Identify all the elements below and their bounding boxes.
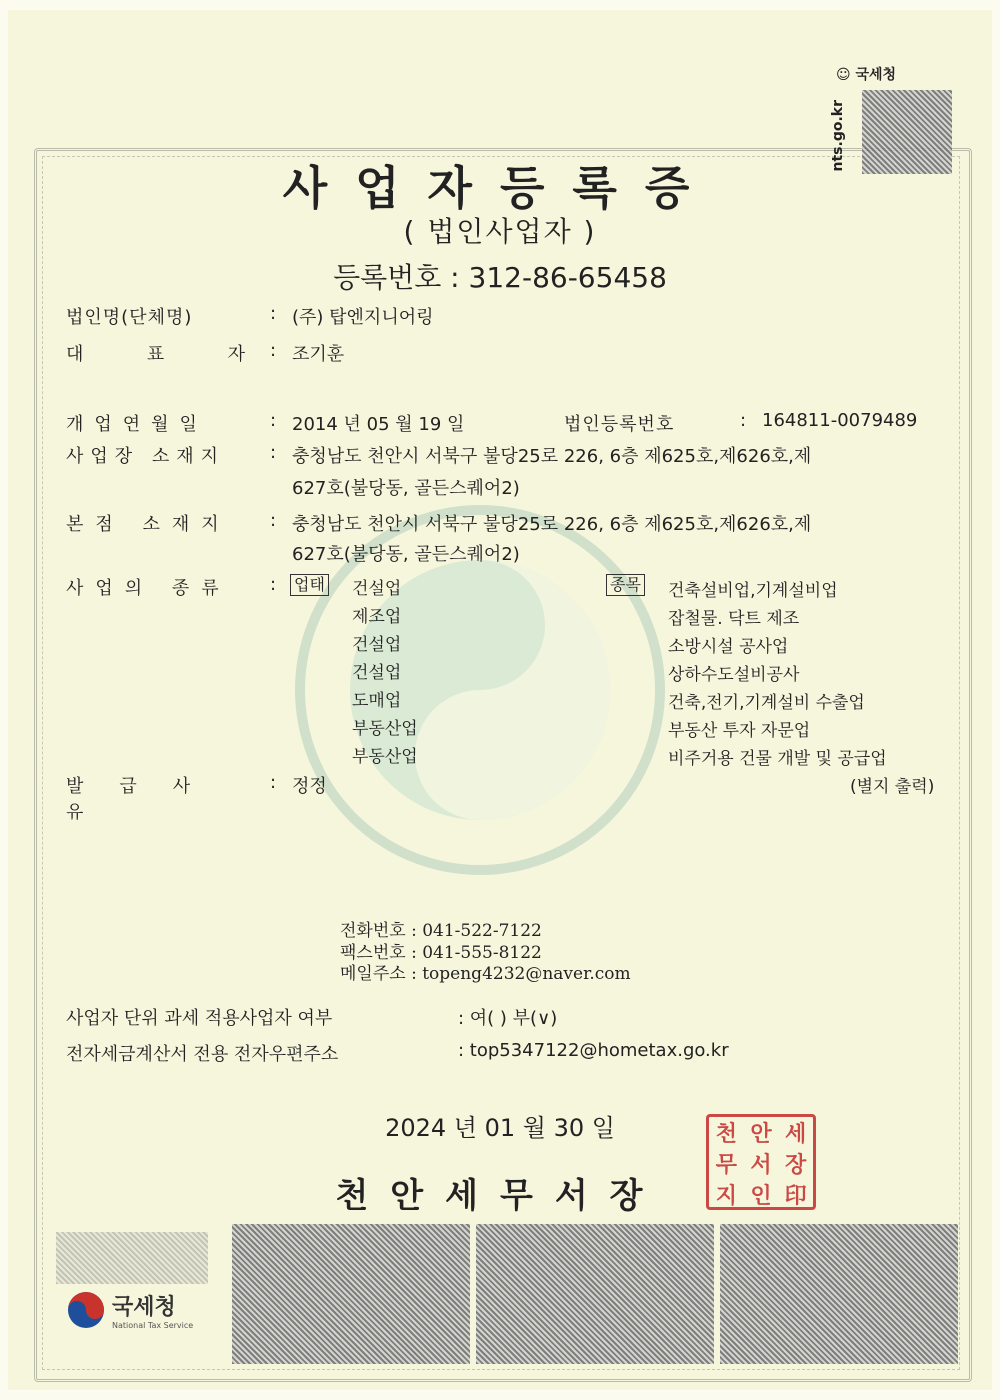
uptae-item: 도매업: [352, 691, 402, 711]
uptae-item: 부동산업: [352, 747, 418, 767]
contact-email: 메일주소 : topeng4232@naver.com: [340, 964, 631, 984]
nts-logo-top: ☺ 국세청: [836, 67, 897, 83]
hq-line2: 627호(불당동, 골든스퀘어2): [292, 544, 520, 565]
official-seal: 천 안 세 무 서 장 지 인 印: [706, 1114, 816, 1210]
einvoice-label: 전자세금계산서 전용 전자우편주소: [66, 1044, 339, 1065]
document-subtitle: ( 법인사업자 ): [403, 215, 597, 248]
corp-name: (주) 탑엔지니어링: [292, 307, 434, 328]
barcode-block: [720, 1224, 958, 1364]
corp-name-label: 법인명(단체명): [66, 307, 193, 328]
unit-tax-label: 사업자 단위 과세 적용사업자 여부: [66, 1008, 333, 1029]
issue-reason: 정정: [292, 776, 327, 797]
issue-date: 2024 년 01 월 30 일: [385, 1114, 615, 1142]
jongmok-item: 잡철물. 닥트 제조: [668, 609, 800, 629]
open-date: 2014 년 05 월 19 일: [292, 414, 465, 435]
biz-type-label: 사업의 종류: [66, 578, 231, 599]
jongmok-item: 부동산 투자 자문업: [668, 721, 811, 741]
jongmok-item: 상하수도설비공사: [668, 665, 800, 685]
uptae-item: 건설업: [352, 663, 402, 683]
document-title: 사업자등록증: [282, 161, 718, 215]
einvoice-value: : top5347122@hometax.go.kr: [458, 1040, 729, 1061]
uptae-item: 건설업: [352, 635, 402, 655]
jongmok-item: 비주거용 건물 개발 및 공급업: [668, 749, 887, 769]
jongmok-tag: 종목: [606, 574, 645, 596]
hq-label: 본점 소재지: [66, 514, 231, 535]
address-label: 사업장 소재지: [66, 446, 226, 467]
taegeuk-icon: [66, 1290, 106, 1330]
issuing-office: 천안세무서장: [335, 1176, 665, 1216]
address-line2: 627호(불당동, 골든스퀘어2): [292, 478, 520, 499]
issue-reason-label: 발급사유: [66, 776, 227, 823]
uptae-item: 제조업: [352, 607, 402, 627]
hq-line1: 충청남도 천안시 서북구 불당25로 226, 6층 제625호,제626호,제: [292, 514, 812, 535]
corp-reg-number: 164811-0079489: [762, 410, 918, 431]
security-pattern: [56, 1232, 208, 1284]
registration-number: 등록번호 : 312-86-65458: [333, 261, 667, 294]
extra-note: (별지 출력): [850, 777, 935, 797]
contact-phone: 전화번호 : 041-522-7122: [340, 921, 542, 941]
jongmok-item: 소방시설 공사업: [668, 637, 789, 657]
barcode-block: [476, 1224, 714, 1364]
smile-icon: ☺: [836, 67, 851, 83]
unit-tax-value: : 여( ) 부(∨): [458, 1008, 558, 1029]
uptae-tag: 업태: [290, 574, 329, 596]
representative: 조기훈: [292, 344, 345, 365]
jongmok-item: 건축설비업,기계설비업: [668, 581, 838, 601]
contact-fax: 팩스번호 : 041-555-8122: [340, 943, 542, 963]
nts-url: nts.go.kr: [830, 100, 846, 172]
open-date-label: 개업연월일: [66, 414, 208, 435]
barcode-block: [232, 1224, 470, 1364]
address-line1: 충청남도 천안시 서북구 불당25로 226, 6층 제625호,제626호,제: [292, 446, 812, 467]
uptae-item: 건설업: [352, 579, 402, 599]
footer-nts-logo: 국세청 National Tax Service: [66, 1290, 193, 1330]
jongmok-item: 건축,전기,기계설비 수출업: [668, 693, 865, 713]
corp-reg-label: 법인등록번호: [564, 414, 675, 435]
rep-label: 대 표 자: [66, 344, 246, 365]
uptae-item: 부동산업: [352, 719, 418, 739]
